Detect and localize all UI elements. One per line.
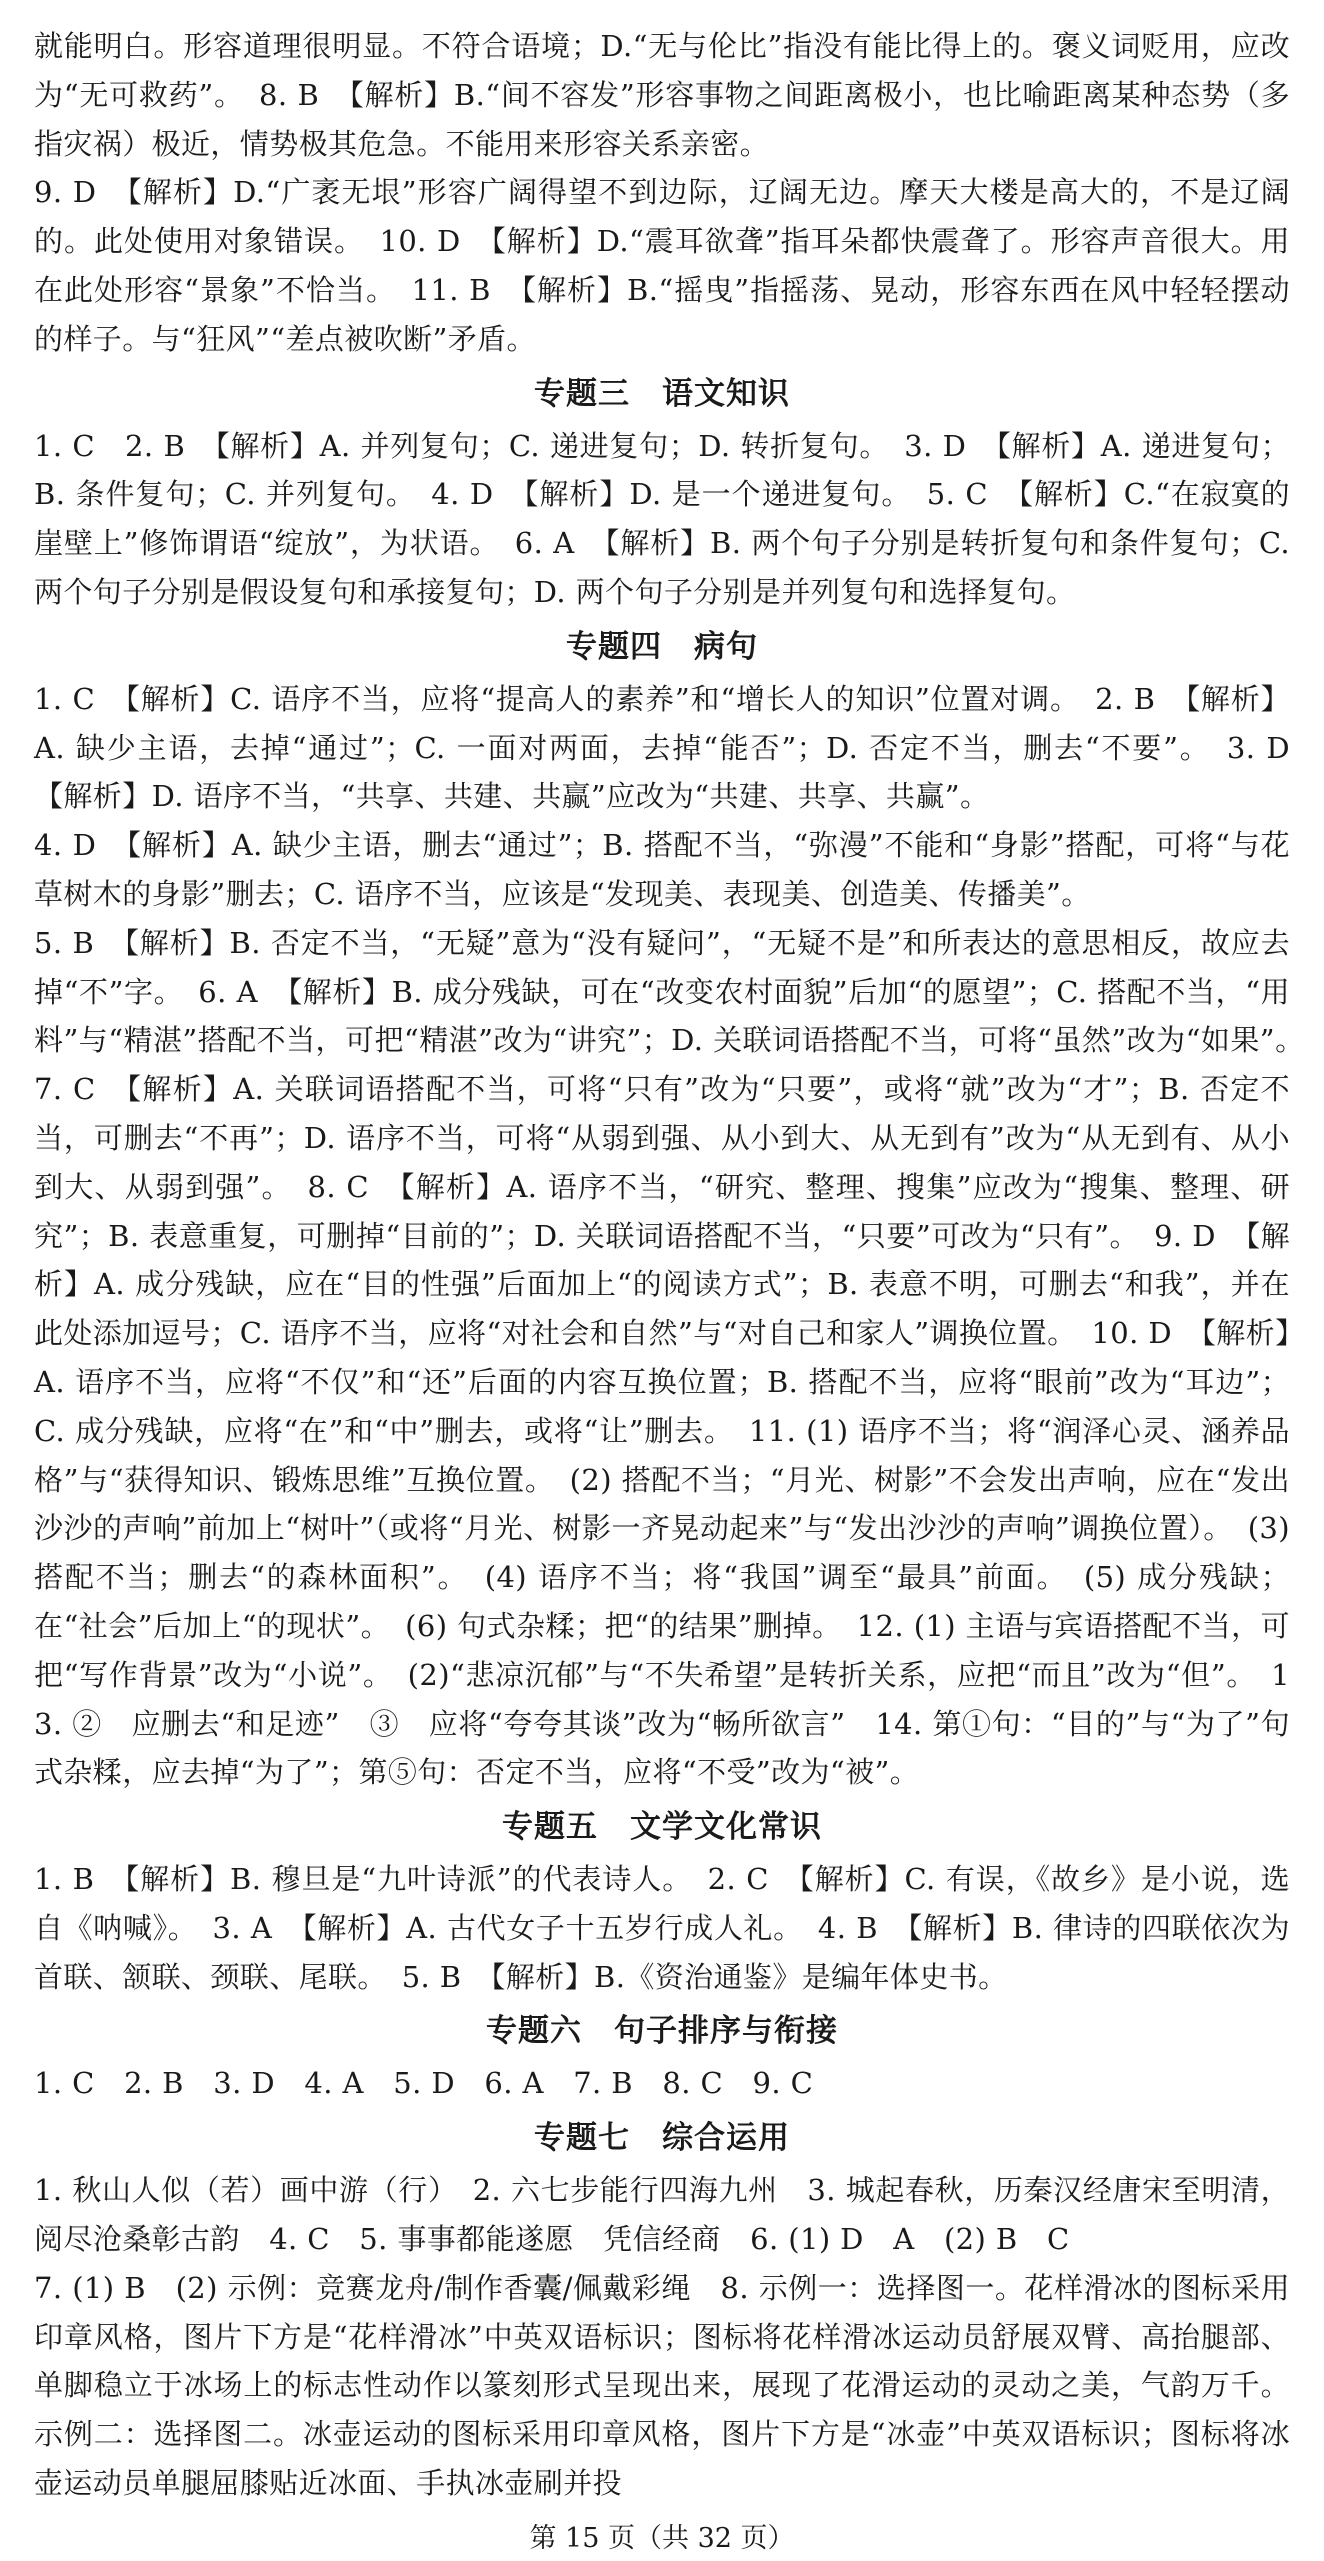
section-5 (34, 1799, 1290, 2001)
intro-block (34, 22, 1290, 364)
answer-paragraph: 1. C 2. B 【解析】A. 并列复句；C. 递进复句；D. 转折复句。 3. D 【解析】A. 递进复句；B. 条件复句；C. 并列复句。 4. D 【解析】D. 是一个递进复句。 5. C 【解析】C.“在寂寞的崖壁上”修饰谓语“绽放”，为状语。 6. A 【解析】B. 两个句子分别是转折复句和条件复句；C. 两个句子分别是假设复句和承接复句；D. 两个句子分别是并列复句和选择复句。 (34, 428, 1290, 609)
answer-paragraph: 1. C 2. B 3. D 4. A 5. D 6. A 7. B 8. C 9. C (34, 2066, 814, 2101)
answer-paragraph: 就能明白。形容道理很明显。不符合语境；D.“无与伦比”指没有能比得上的。褒义词贬用，应改为“无可救药”。 8. B 【解析】B.“间不容发”形容事物之间距离极小，也比喻距离某种态势（多指灾祸）极近，情势极其危急。不能用来形容关系亲密。 (34, 29, 1290, 161)
answer-paragraph: 1. C 【解析】C. 语序不当，应将“提高人的素养”和“增长人的知识”位置对调。 2. B 【解析】A. 缺少主语，去掉“通过”；C. 一面对两面，去掉“能否”；D. 否定不当，删去“不要”。 3. D 【解析】D. 语序不当，“共享、共建、共赢”应改为“共建、共享、共赢”。 (34, 681, 1320, 814)
answer-paragraph: 1. 秋山人似（若）画中游（行） 2. 六七步能行四海九州 3. 城起春秋，历秦汉经唐宋至明清，阅尽沧桑彰古韵 4. C 5. 事事都能遂愿 凭信经商 6. (1) D A (2) B C (34, 2173, 1290, 2257)
answer-paragraph: 9. D 【解析】D.“广袤无垠”形容广阔得望不到边际，辽阔无边。摩天大楼是高大的，不是辽阔的。此处使用对象错误。 10. D 【解析】D.“震耳欲聋”指耳朵都快震聋了。形容声音很大。用在此处形容“景象”不恰当。 11. B 【解析】B.“摇曳”指摇荡、晃动，形容东西在风中轻轻摆动的样子。与“狂风”“差点被吹断”矛盾。 (34, 175, 1290, 356)
section-title: 专题七 综合运用 (534, 2120, 790, 2157)
section-title: 专题五 文学文化常识 (502, 1809, 822, 1846)
answer-paragraph: 1. B 【解析】B. 穆旦是“九叶诗派”的代表诗人。 2. C 【解析】C. 有误，《故乡》是小说，选自《呐喊》。 3. A 【解析】A. 古代女子十五岁行成人礼。 4. B 【解析】B. 律诗的四联依次为首联、颔联、颈联、尾联。 5. B 【解析】B.《资治通鉴》是编年体史书。 (34, 1862, 1290, 1994)
answer-paragraph: 5. B 【解析】B. 否定不当，“无疑”意为“没有疑问”，“无疑不是”和所表达的意思相反，故应去掉“不”字。 6. A 【解析】B. 成分残缺，可在“改变农村面貌”后加“的愿望”；C. 搭配不当，“用料”与“精湛”搭配不当，可把“精湛”改为“讲究”；D. 关联词语搭配不当，可将“虽然”改为“如果”。 7. C 【解析】A. 关联词语搭配不当，可将“只有”改为“只要”，或将“就”改为“才”；B. 否定不当，可删去“不再”；D. 语序不当，可将“从弱到强、从小到大、从无到有”改为“从无到有、从小到大、从弱到强”。 8. C 【解析】A. 语序不当，“研究、整理、搜集”应改为“搜集、整理、研究”；B. 表意重复，可删掉“目前的”；D. 关联词语搭配不当，“只要”可改为“只有”。 9. D 【解析】A. 成分残缺，应在“目的性强”后面加上“的阅读方式”；B. 表意不明，可删去“和我”，并在此处添加逗号；C. 语序不当，应将“对社会和自然”与“对自己和家人”调换位置。 10. D 【解析】A. 语序不当，应将“不仅”和“还”后面的内容互换位置；B. 搭配不当，应将“眼前”改为“耳边”；C. 成分残缺，应将“在”和“中”删去，或将“让”删去。 11. (1) 语序不当；将“润泽心灵、涵养品格”与“获得知识、锻炼思维”互换位置。 (2) 搭配不当；“月光、树影”不会发出声响，应在“发出沙沙的声响”前加上“树叶”（或将“月光、树影一齐晃动起来”与“发出沙沙的声响”调换位置）。 (3) 搭配不当；删去“的森林面积”。 (4) 语序不当；将“我国”调至“最具”前面。 (5) 成分残缺；在“社会”后加上“的现状”。 (6) 句式杂糅；把“的结果”删掉。 12. (1) 主语与宾语搭配不当，可把“写作背景”改为“小说”。 (2)“悲凉沉郁”与“不失希望”是转折关系，应把“而且”改为“但”。 13. ② 应删去“和足迹” ③ 应将“夸夸其谈”改为“畅所欲言” 14. 第①句：“目的”与“为了”句式杂糅，应去掉“为了”；第⑤句：否定不当，应将“不受”改为“被”。 (34, 925, 1320, 1790)
section-title: 专题六 句子排序与衔接 (486, 2013, 838, 2050)
answer-paragraph: 4. D 【解析】A. 缺少主语，删去“通过”；B. 搭配不当，“弥漫”不能和“身影”搭配，可将“与花草树木的身影”删去；C. 语序不当，应该是“发现美、表现美、创造美、传播美”。 (34, 828, 1290, 911)
section-4 (34, 619, 1320, 1797)
section-3 (34, 366, 1290, 617)
section-6 (34, 2003, 1290, 2108)
page-number: 第 15 页（共 32 页） (529, 2523, 795, 2554)
section-title: 专题三 语文知识 (534, 375, 790, 412)
answer-paragraph: 7. (1) B (2) 示例：竞赛龙舟/制作香囊/佩戴彩绳 8. 示例一：选择图一。花样滑冰的图标采用印章风格，图片下方是“花样滑冰”中英双语标识；图标将花样滑冰运动员舒展双臂、高抬腿部、单脚稳立于冰场上的标志性动作以篆刻形式呈现出来，展现了花滑运动的灵动之美，气韵万千。示例二：选择图二。冰壶运动的图标采用印章风格，图片下方是“冰壶”中英双语标识；图标将冰壶运动员单腿屈膝贴近冰面、手执冰壶刷并投 (34, 2270, 1290, 2501)
section-7 (34, 2110, 1290, 2508)
section-title: 专题四 病句 (566, 628, 758, 665)
